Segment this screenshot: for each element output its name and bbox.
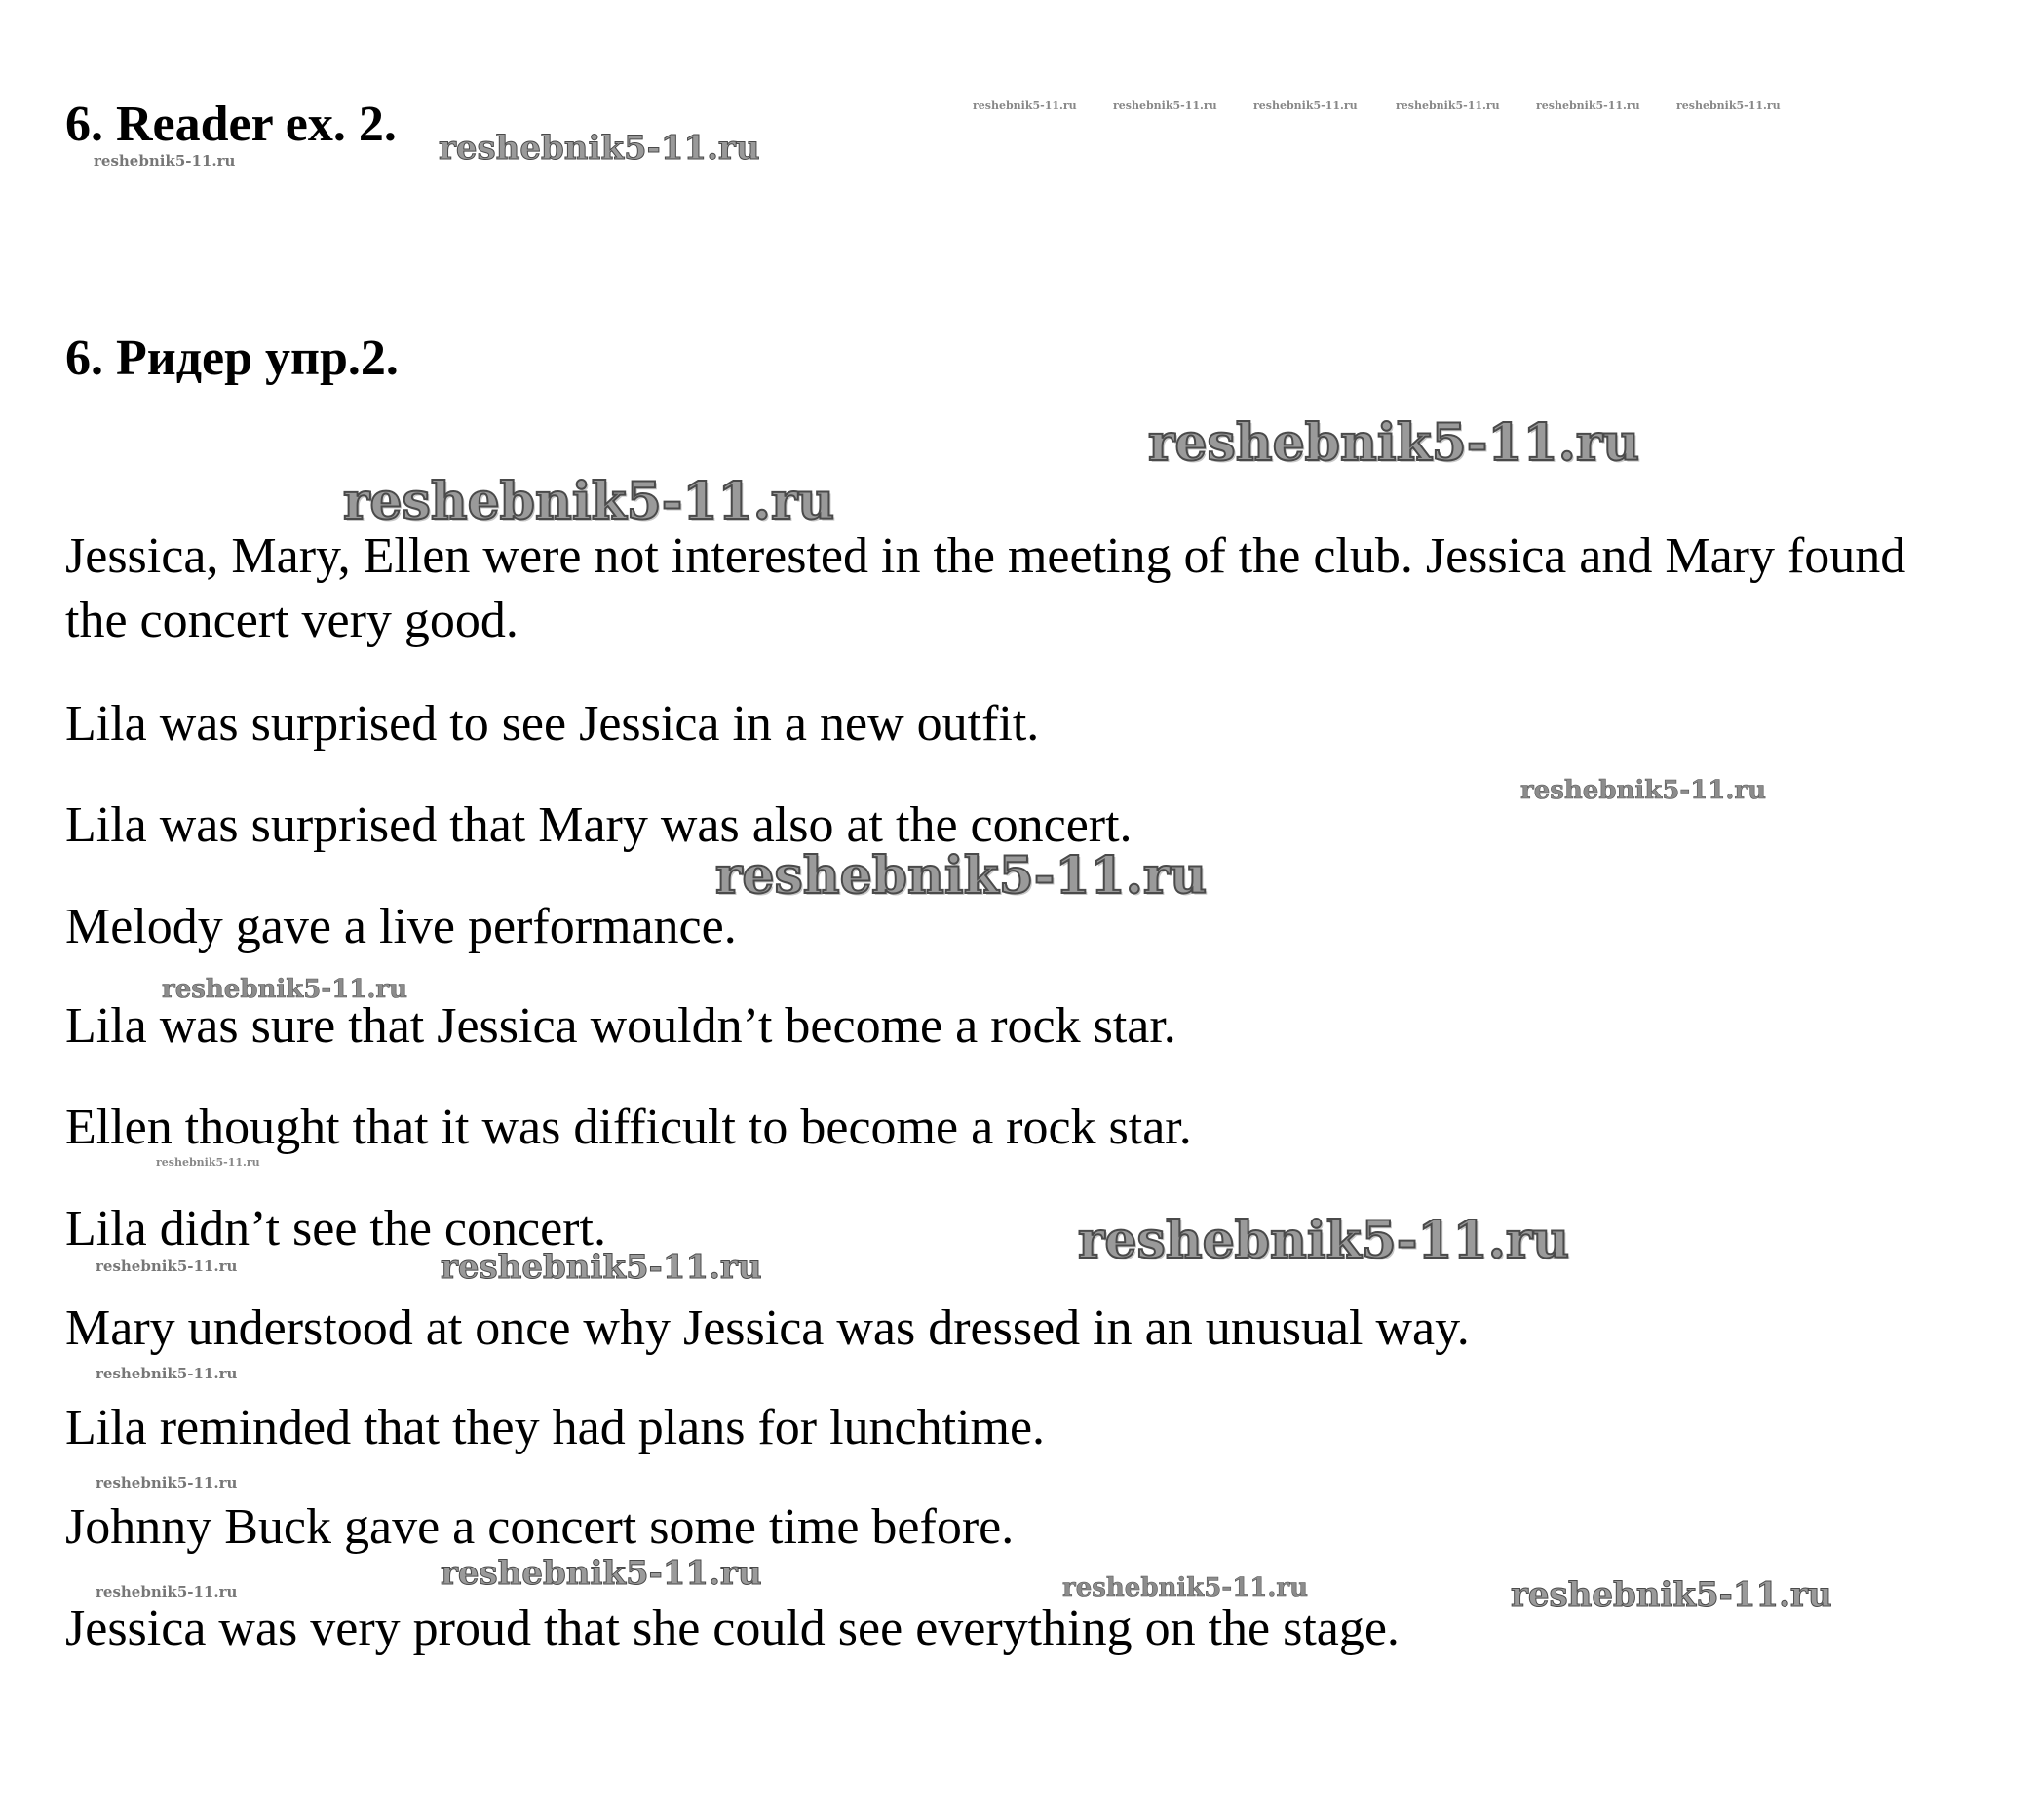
watermark: reshebnik5-11.ru bbox=[96, 1365, 238, 1382]
watermark: reshebnik5-11.ru bbox=[96, 1474, 238, 1491]
watermark: reshebnik5-11.ru bbox=[96, 1583, 238, 1601]
heading-russian: 6. Ридер упр.2. bbox=[65, 330, 399, 386]
sentence-5: Lila was sure that Jessica wouldn’t become a rock star. bbox=[65, 998, 1176, 1054]
watermark: reshebnik5-11.ru bbox=[715, 846, 1208, 906]
sentence-9: Lila reminded that they had plans for lunchtime. bbox=[65, 1400, 1046, 1455]
watermark: reshebnik5-11.ru bbox=[1520, 776, 1767, 805]
sentence-2: Lila was surprised to see Jessica in a new outfit. bbox=[65, 696, 1040, 752]
watermark: reshebnik5-11.ru bbox=[1148, 413, 1640, 473]
watermark: reshebnik5-11.ru bbox=[1536, 99, 1640, 112]
watermark: reshebnik5-11.ru bbox=[94, 152, 236, 170]
sentence-4: Melody gave a live performance. bbox=[65, 899, 737, 954]
watermark: reshebnik5-11.ru bbox=[441, 1248, 762, 1287]
watermark: reshebnik5-11.ru bbox=[156, 1156, 260, 1169]
sentence-7: Lila didn’t see the concert. bbox=[65, 1201, 606, 1257]
watermark: reshebnik5-11.ru bbox=[1078, 1211, 1570, 1270]
sentence-6: Ellen thought that it was difficult to become a rock star. bbox=[65, 1100, 1192, 1155]
sentence-3: Lila was surprised that Mary was also at the concert. bbox=[65, 797, 1133, 853]
watermark: reshebnik5-11.ru bbox=[343, 472, 835, 531]
watermark: reshebnik5-11.ru bbox=[96, 1258, 238, 1275]
watermark: reshebnik5-11.ru bbox=[973, 99, 1077, 112]
watermark: reshebnik5-11.ru bbox=[439, 129, 760, 168]
sentence-11: Jessica was very proud that she could see everything on the stage. bbox=[65, 1601, 1400, 1656]
sentence-8: Mary understood at once why Jessica was dressed in an unusual way. bbox=[65, 1300, 1470, 1356]
watermark: reshebnik5-11.ru bbox=[1511, 1575, 1832, 1614]
sentence-1: Jessica, Mary, Ellen were not interested in the meeting of the club. Jessica and Mary found the concert very good. bbox=[65, 528, 1906, 648]
watermark: reshebnik5-11.ru bbox=[441, 1554, 762, 1593]
watermark: reshebnik5-11.ru bbox=[162, 975, 408, 1004]
watermark: reshebnik5-11.ru bbox=[1113, 99, 1217, 112]
sentence-10: Johnny Buck gave a concert some time before. bbox=[65, 1499, 1015, 1555]
watermark: reshebnik5-11.ru bbox=[1396, 99, 1500, 112]
watermark: reshebnik5-11.ru bbox=[1253, 99, 1358, 112]
heading-english: 6. Reader ex. 2. bbox=[65, 97, 397, 152]
watermark: reshebnik5-11.ru bbox=[1676, 99, 1781, 112]
watermark: reshebnik5-11.ru bbox=[1062, 1573, 1309, 1603]
